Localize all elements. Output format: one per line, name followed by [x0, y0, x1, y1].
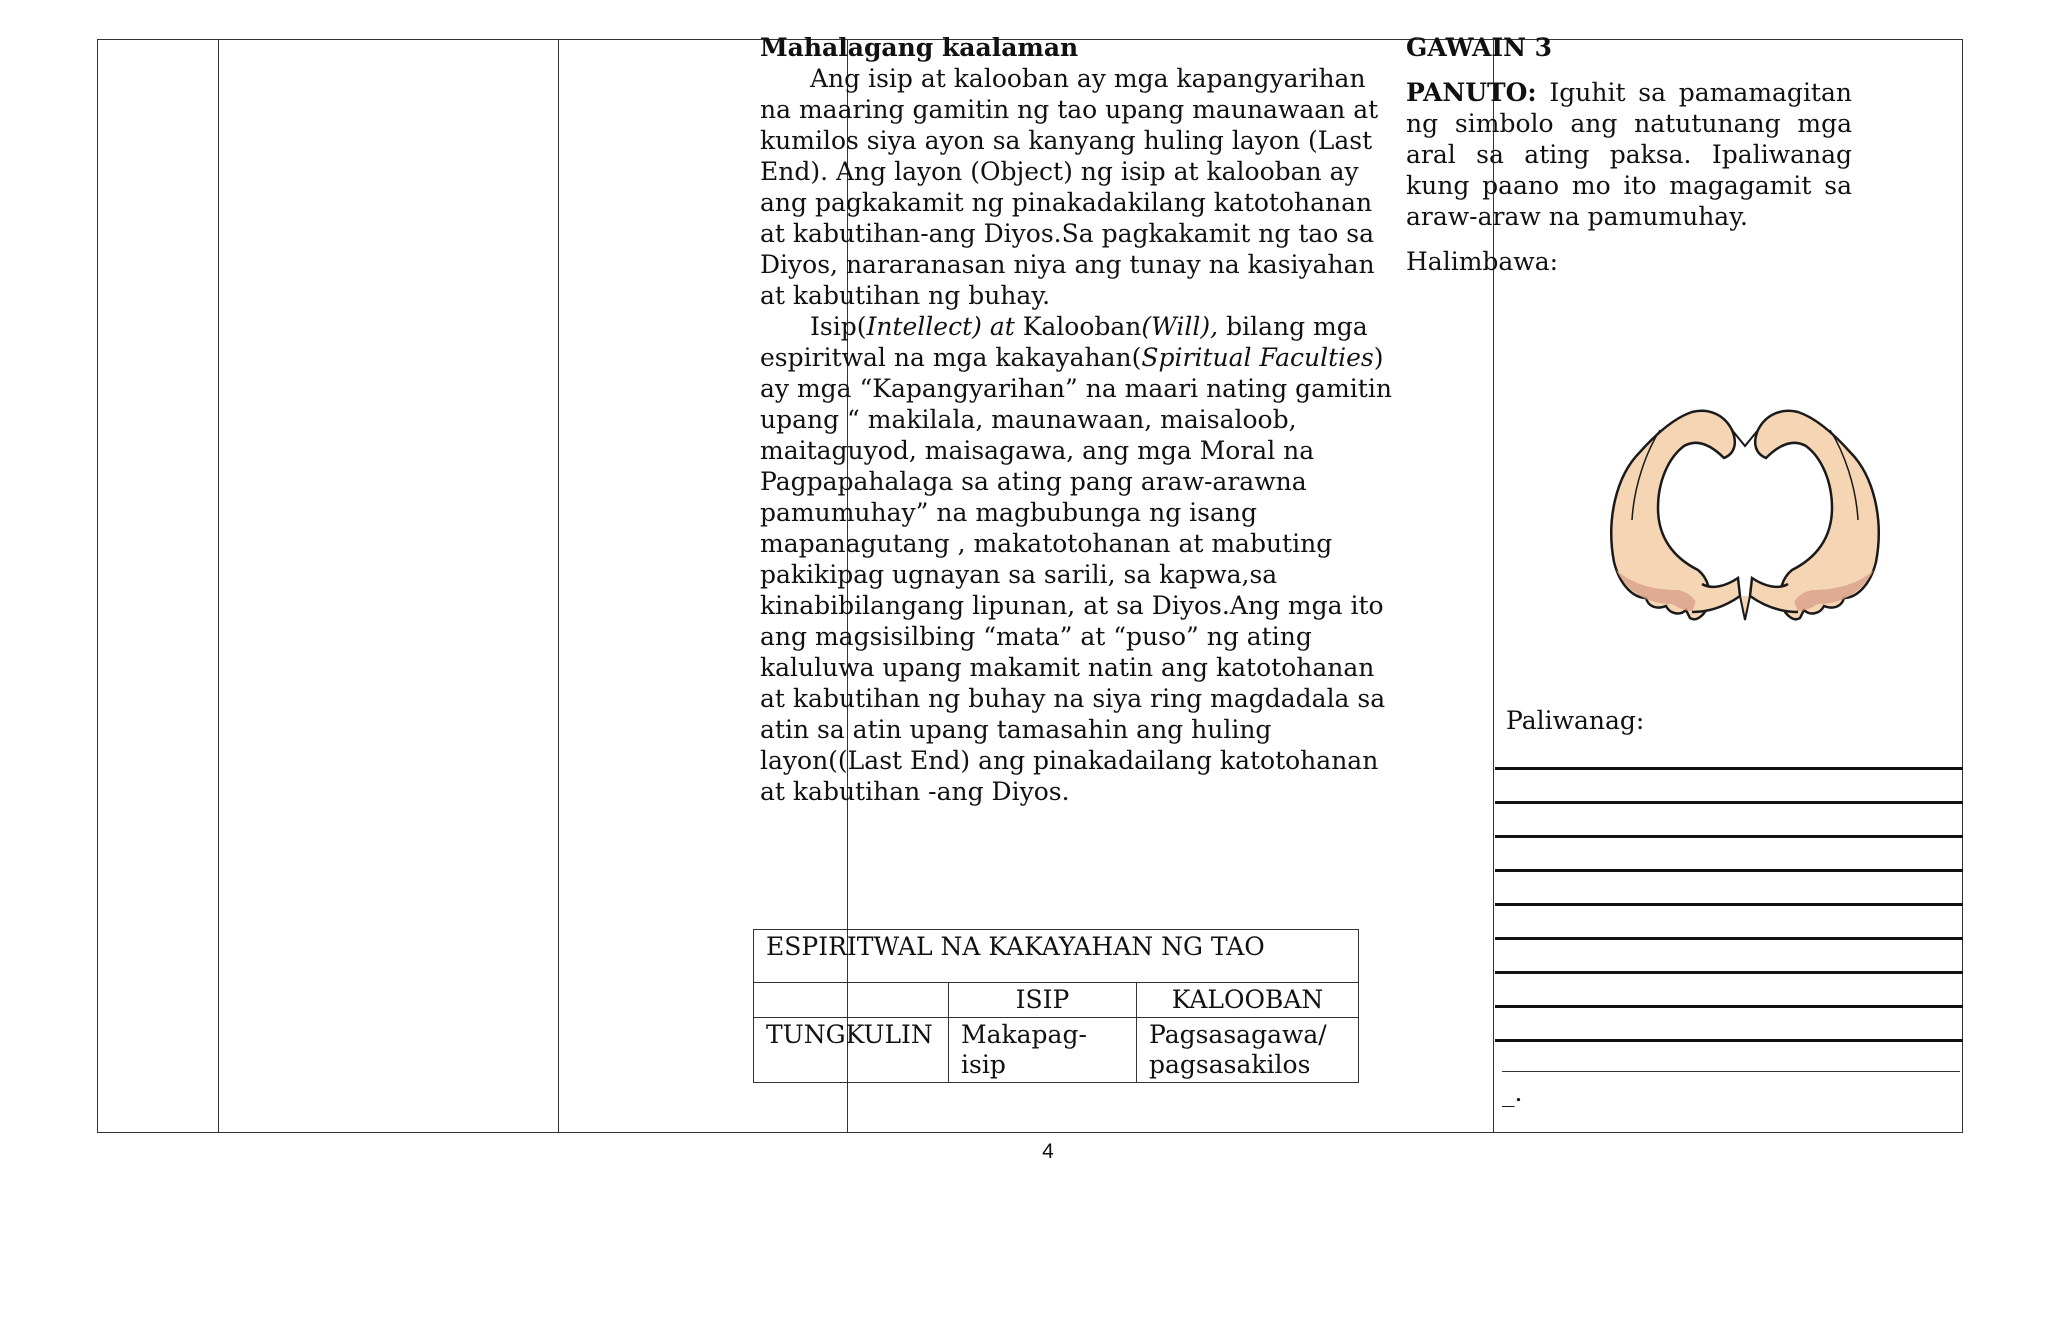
column-divider-2 — [558, 40, 559, 1132]
trailing-mark: _. — [1502, 1078, 1523, 1107]
table-header-row — [754, 983, 1359, 1018]
answer-line — [1495, 801, 1963, 804]
table-row-label: TUNGKULIN — [754, 1018, 949, 1083]
table-row — [754, 1018, 1359, 1083]
table-empty-cell — [754, 983, 949, 1018]
table-title: ESPIRITWAL NA KAKAYAHAN NG TAO — [754, 930, 1359, 983]
paragraph-2 — [760, 311, 1392, 807]
answer-line — [1495, 903, 1963, 906]
para2-part-c: Kalooban — [1022, 312, 1142, 341]
paliwanag-label: Paliwanag: — [1506, 706, 1645, 735]
heart-hands-icon — [1600, 400, 1890, 630]
para2-part-d: (Will), — [1141, 312, 1219, 341]
answer-line — [1495, 937, 1963, 940]
table-cell-isip: Makapag-isip — [949, 1018, 1137, 1083]
para2-part-e: bilang mga espiritwal na mga kakayahan( — [760, 312, 1368, 372]
espiritwal-kakayahan-table — [753, 929, 1359, 1083]
table-header-isip: ISIP — [949, 983, 1137, 1018]
answer-line — [1495, 835, 1963, 838]
para2-part-g: ) ay mga “Kapangyarihan” na maari nating gamitin upang “ makilala, maunawaan, maisaloob, maitaguyod, maisagawa, ang mga Moral na Pagpapahalaga sa ating pang araw-arawna pamumuhay” na magbubunga ng isang mapanagutang , makatotohanan at mabuting pakikipag ugnayan sa sarili, sa kapwa,sa kinabibilangang lipunan, at sa Diyos.Ang mga ito ang magsisilbing “mata” at “puso” ng ating kaluluwa upang makamit natin ang katotohanan at kabutihan ng buhay na siya ring magdadala sa atin sa atin upang tamasahin ang huling layon((Last End) ang pinakadailang katotohanan at kabutihan -ang Diyos. — [760, 343, 1392, 806]
panuto-paragraph — [1406, 77, 1852, 232]
gawain-title: GAWAIN 3 — [1406, 33, 1553, 62]
section-heading: Mahalagang kaalaman — [760, 33, 1079, 62]
halimbawa-label: Halimbawa: — [1406, 247, 1559, 276]
table-cell-kalooban: Pagsasagawa/ pagsasakilos — [1137, 1018, 1359, 1083]
answer-line — [1495, 767, 1963, 770]
column-divider-1 — [218, 40, 219, 1132]
gawain-3-section — [1406, 32, 1852, 277]
table-title-row — [754, 930, 1359, 983]
page-number: 4 — [1042, 1140, 1054, 1163]
mahalagang-kaalaman-section — [760, 32, 1392, 807]
para2-part-a: Isip( — [810, 312, 867, 341]
para2-part-f: Spiritual Faculties — [1141, 343, 1374, 372]
panuto-text: Iguhit sa pamamagitan ng simbolo ang natutunang mga aral sa ating paksa. Ipaliwanag kung paano mo ito magagamit sa araw-araw na pamumuhay. — [1406, 78, 1852, 231]
answer-line-thin — [1502, 1071, 1960, 1072]
answer-line — [1495, 1005, 1963, 1008]
table-header-kalooban: KALOOBAN — [1137, 983, 1359, 1018]
thumb-tips — [1740, 596, 1750, 620]
answer-line — [1495, 1039, 1963, 1042]
spacer — [1406, 63, 1852, 77]
paragraph-1: Ang isip at kalooban ay mga kapangyarihan na maaring gamitin ng tao upang maunawaan at kumilos siya ayon sa kanyang huling layon (Last End). Ang layon (Object) ng isip at kalooban ay ang pagkakamit ng pinakadakilang katotohanan at kabutihan-ang Diyos.Sa pagkakamit ng tao sa Diyos, nararanasan niya ang tunay na kasiyahan at kabutihan ng buhay. — [760, 64, 1379, 310]
answer-line — [1495, 869, 1963, 872]
answer-line — [1495, 971, 1963, 974]
panuto-label: PANUTO: — [1406, 78, 1537, 107]
para2-part-b: Intellect) at — [866, 312, 1023, 341]
